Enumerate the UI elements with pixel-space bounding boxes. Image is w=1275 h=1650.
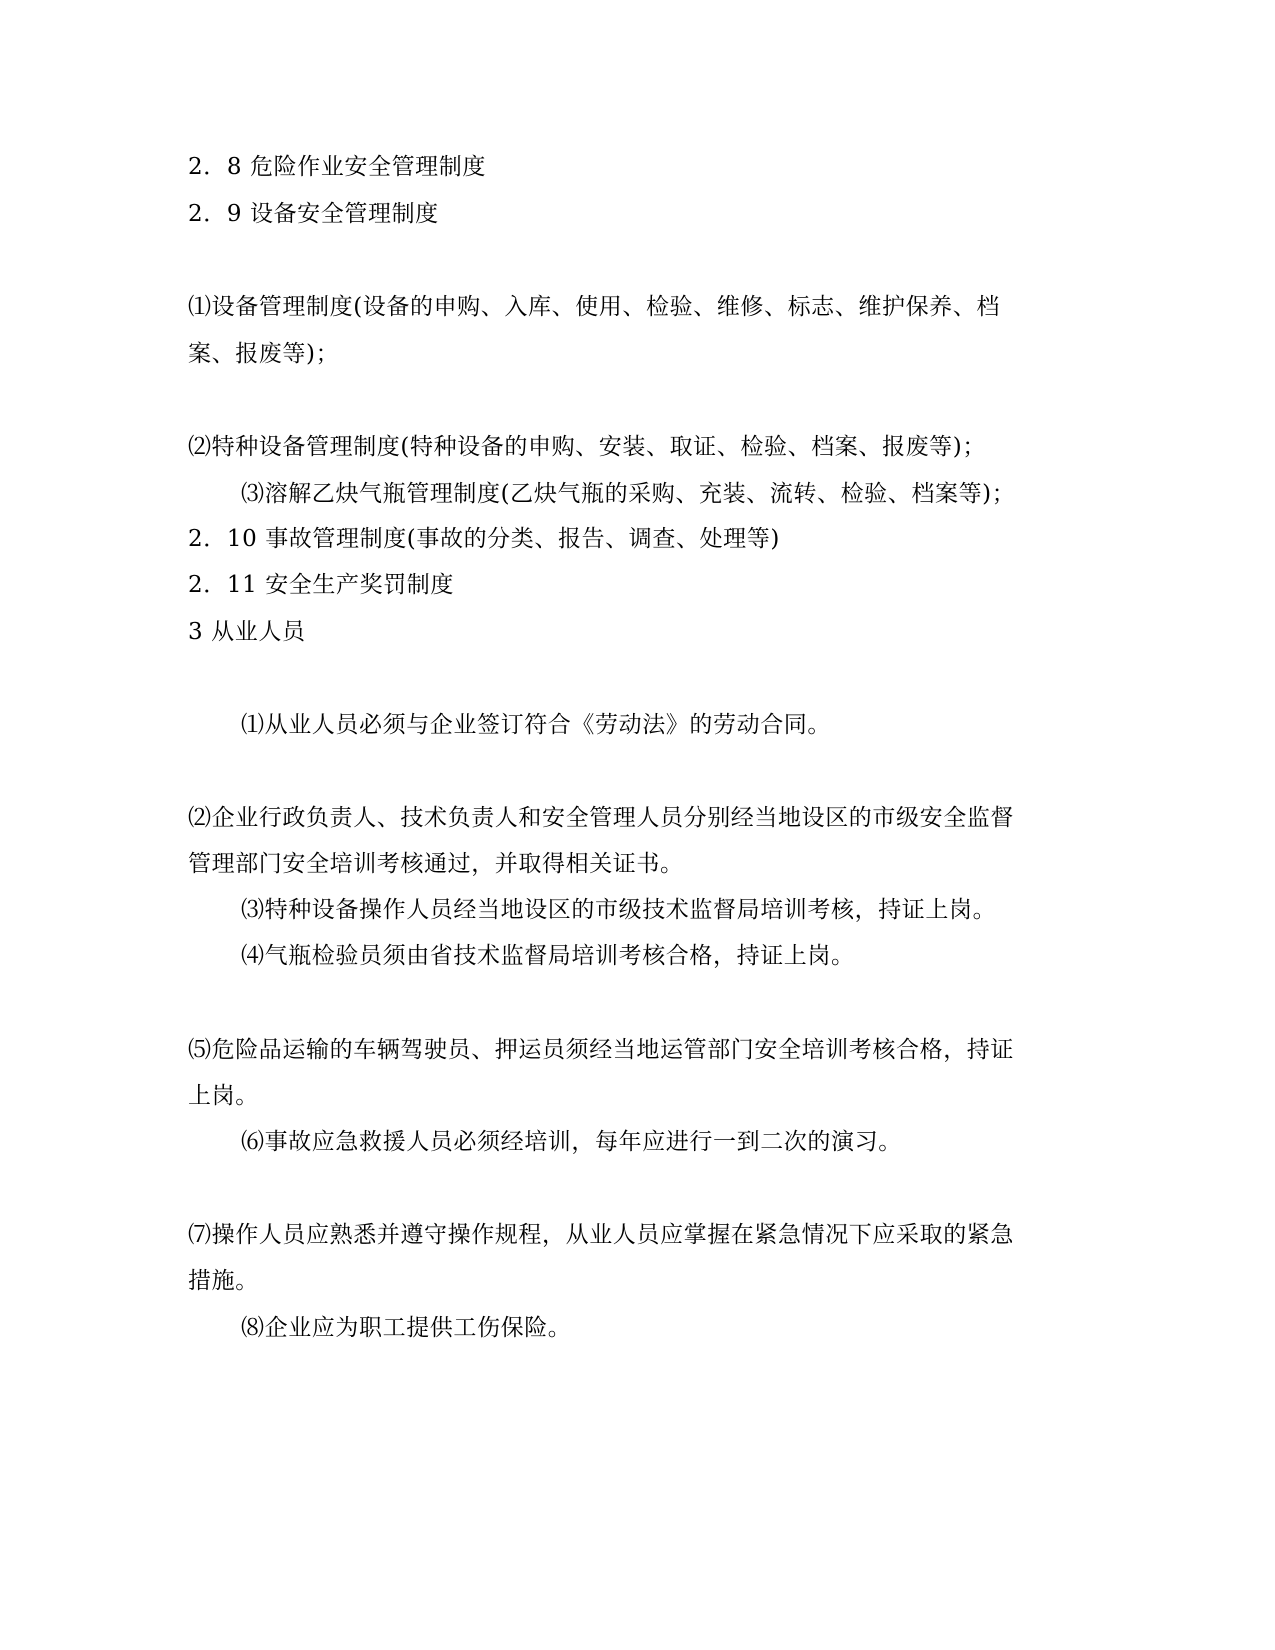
paragraph-line: ⑵特种设备管理制度(特种设备的申购、安装、取证、检验、档案、报废等)； xyxy=(188,434,986,460)
paragraph-line: ⑻企业应为职工提供工伤保险。 xyxy=(241,1315,572,1341)
section-heading-2-8: 2．8 危险作业安全管理制度 xyxy=(188,154,486,180)
paragraph-line: ⑶特种设备操作人员经当地设区的市级技术监督局培训考核，持证上岗。 xyxy=(241,897,997,923)
paragraph-line: 管理部门安全培训考核通过，并取得相关证书。 xyxy=(188,851,684,877)
paragraph-line: 案、报废等)； xyxy=(188,341,340,367)
section-heading-2-11: 2．11 安全生产奖罚制度 xyxy=(188,572,455,598)
section-heading-2-9: 2．9 设备安全管理制度 xyxy=(188,201,439,227)
paragraph-line: ⑶溶解乙炔气瓶管理制度(乙炔气瓶的采购、充装、流转、检验、档案等)； xyxy=(241,481,1016,507)
paragraph-line: ⑺操作人员应熟悉并遵守操作规程，从业人员应掌握在紧急情况下应采取的紧急 xyxy=(188,1222,1014,1248)
section-heading-2-10: 2．10 事故管理制度(事故的分类、报告、调查、处理等) xyxy=(188,526,780,552)
section-heading-3: 3 从业人员 xyxy=(188,619,306,645)
paragraph-line: ⑴从业人员必须与企业签订符合《劳动法》的劳动合同。 xyxy=(241,712,831,738)
paragraph-line: ⑹事故应急救援人员必须经培训，每年应进行一到二次的演习。 xyxy=(241,1129,902,1155)
paragraph-line: 措施。 xyxy=(188,1268,259,1294)
paragraph-line: ⑴设备管理制度(设备的申购、入库、使用、检验、维修、标志、维护保养、档 xyxy=(188,294,1000,320)
paragraph-line: 上岗。 xyxy=(188,1083,259,1109)
paragraph-line: ⑵企业行政负责人、技术负责人和安全管理人员分别经当地设区的市级安全监督 xyxy=(188,805,1014,831)
paragraph-line: ⑸危险品运输的车辆驾驶员、押运员须经当地运管部门安全培训考核合格，持证 xyxy=(188,1037,1014,1063)
paragraph-line: ⑷气瓶检验员须由省技术监督局培训考核合格，持证上岗。 xyxy=(241,943,855,969)
